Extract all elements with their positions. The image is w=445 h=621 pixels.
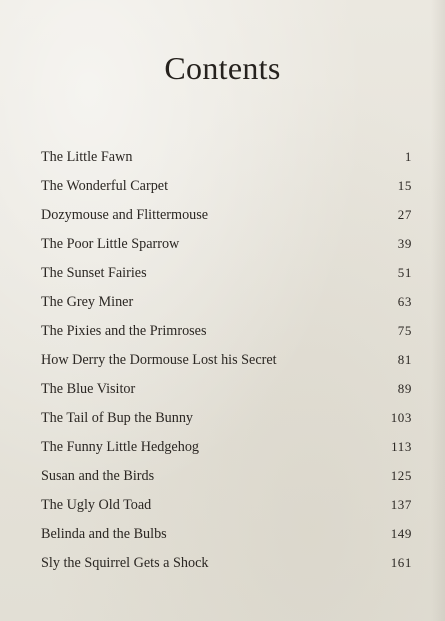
toc-entry-title: The Pixies and the Primroses	[41, 323, 207, 339]
toc-entry-title: The Little Fawn	[41, 149, 133, 165]
toc-entry[interactable]	[41, 466, 412, 495]
toc-entry[interactable]	[41, 321, 412, 350]
contents-heading: Contents	[164, 50, 281, 86]
toc-entry-page-number: 51	[397, 265, 412, 280]
toc-entry-page-number: 125	[390, 468, 412, 483]
toc-entry-title: The Ugly Old Toad	[41, 497, 152, 513]
toc-entry-title: The Wonderful Carpet	[41, 178, 169, 194]
toc-entry-page-number: 161	[390, 555, 412, 570]
toc-entry[interactable]	[41, 263, 412, 292]
toc-entry[interactable]	[41, 408, 412, 437]
toc-entry-title: Susan and the Birds	[41, 468, 155, 484]
toc-entry[interactable]	[41, 379, 412, 408]
toc-entry[interactable]	[41, 495, 412, 524]
toc-entry-page-number: 137	[390, 497, 412, 512]
toc-entry-title: The Tail of Bup the Bunny	[41, 410, 194, 426]
toc-entry-title: How Derry the Dormouse Lost his Secret	[41, 352, 277, 368]
toc-entry-page-number: 103	[390, 410, 412, 425]
toc-entry[interactable]	[41, 524, 412, 553]
toc-entry-title: Dozymouse and Flittermouse	[41, 207, 209, 223]
toc-entry-title: The Grey Miner	[41, 294, 134, 310]
toc-entry[interactable]	[41, 176, 412, 205]
toc-entry-title: Belinda and the Bulbs	[41, 526, 167, 542]
table-of-contents	[41, 147, 412, 582]
toc-entry-title: The Poor Little Sparrow	[41, 236, 180, 252]
toc-entry[interactable]	[41, 147, 412, 176]
toc-entry-page-number: 39	[397, 236, 412, 251]
toc-entry-page-number: 75	[397, 323, 412, 338]
toc-entry[interactable]	[41, 292, 412, 321]
page-edge-shadow	[431, 0, 445, 621]
toc-entry-title: The Blue Visitor	[41, 381, 136, 397]
toc-entry-page-number: 113	[391, 439, 412, 454]
toc-entry-title: The Funny Little Hedgehog	[41, 439, 200, 455]
toc-entry-page-number: 1	[404, 149, 412, 164]
toc-entry-page-number: 81	[397, 352, 412, 367]
toc-entry[interactable]	[41, 350, 412, 379]
toc-entry-page-number: 27	[397, 207, 412, 222]
toc-entry[interactable]	[41, 553, 412, 582]
toc-entry-title: The Sunset Fairies	[41, 265, 147, 281]
toc-entry-page-number: 149	[390, 526, 412, 541]
toc-entry[interactable]	[41, 437, 412, 466]
toc-entry[interactable]	[41, 205, 412, 234]
toc-entry-page-number: 15	[397, 178, 412, 193]
toc-entry-page-number: 63	[397, 294, 412, 309]
toc-entry[interactable]	[41, 234, 412, 263]
toc-entry-page-number: 89	[397, 381, 412, 396]
toc-entry-title: Sly the Squirrel Gets a Shock	[41, 555, 209, 571]
